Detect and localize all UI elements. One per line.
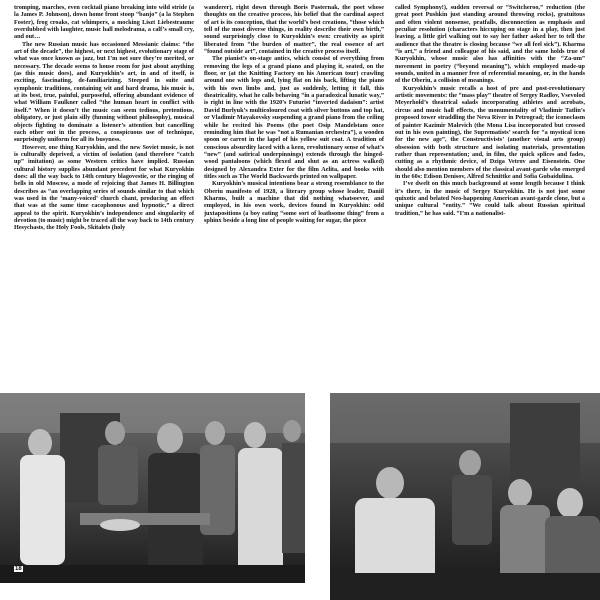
photo-image-right xyxy=(330,393,600,600)
text-column-1 xyxy=(14,4,194,232)
paragraph: Kuryokhin’s music recalls a host of pre and post-revolutionary artistic movements: the “mass play” theatre of Sergey Radlov, Vsevolod Meyerhold’s theatrical salads incorporating athletes and acrobats, circus and music hall effects, the monumentality of Vladimir Tatlin’s proposed tower straddling the Neva River in Petrograd; the iconoclasm of painter Kazimir Malevich (the Mona Lisa incorporated but crossed out in his own painting), the Suprematists’ search for “a mystical icon for the new age”, the Constructivists’ (another visual arts group) obsession with both structure and isolating materials, presentation rather than representation; and, in film, the quick splices and fades, cutting as a rhythmic device, of Dziga Vetrov and Eisenstein. One should also mention members of the classical avant-garde who emerged in the 60s: Edison Denisov, Alfred Schnittke and Sofia Gubaidulina. xyxy=(395,84,585,180)
paragraph: I’ve dwelt on this much background at some length because I think it’s there, in the music of Sergey Kuryokhin. He is not just some quixotic and belated Neo-happening American avant-garde clone, but a unique cultural “entity.” “We could talk about Russian spiritual tradition,” he has said. “I’m a nationalist- xyxy=(395,180,585,217)
paragraph: The new Russian music has occasioned Messianic claims: “the art of the decade”, the highest, or next highest, evolutionary stage of what was once known as jazz, but I’m not sure they’re merited, or necessary. The decade seems to house room for just about anything (as this music does), and Kuryokhin’s art, in and of itself, is exciting, fascinating, de-familiarizing. Steeped in suite and symphonic traditions, containing wit and hard drama, his music is, at its best, true, painful, purposeful, offering abundant evidence of what William Faulkner called “the human heart in conflict with itself.” When it doesn’t the music can seem tedious, pretentious, obligatory, or just plain silly (funning without philosophy), musical objects fighting to dominate a listener’s attention but cancelling each other out in the process, a conspicuous use of technique, surprisingly uniform for all its busyness. xyxy=(14,40,194,144)
paragraph: The pianist’s on-stage antics, which consist of everything from removing the legs of a grand piano and playing it, seated, on the floor, or (at the Knitting Factory on his American tour) crawling around one with legs and, lying flat on his back, lifting the piano with his own limbs and, just as suddenly, letting it fall, this theatricality, what he calls behaving “in a paradoxical lunatic way,” is right in line with the 1920’s Futurist “inverted dadaism”: artist David Burlyuk’s multicoloured coat with silver buttons and top hat, or Vladimir Mayakovsky suspending a grand piano from the ceiling while he recited his Poems (the poet Osip Mandelstam once reminding him that he was “not a Rumanian orchestra”), a wooden spoon or carrot in the lapel of his yellow suit coat. A tradition of conscious absurdity laced with a keen, revolutionary sense of what’s “new” (and satirical underpinnings) extends through the hinged-wood pantaloons (which flexed and shut as an actress walked) designed by Alexandra Exter for the film Aelita, and books with titles such as The World Backwards printed on wallpaper. xyxy=(204,55,384,180)
page-number: 18 xyxy=(15,566,22,572)
paragraph: However, one thing Kuryokhin, and the new Soviet music, is not is culturally deprived, a victim of isolation (and therefore “catch up” imitation) as some Western critics have implied. Russian cultural history supplies abundant precedent for what Kuryokhin does: all the way back to 14th century blagovestie, or the ringing of bells in old Moscow, a mode of rejoicing that James H. Billington describes as “an overlapping series of sounds similar to that which was used in the ‘many-voiced’ church chant, producing an effect that was at the same time cacophonous and hypnotic,” a direct appeal to the spirit. Kuryokhin’s independence and singularity of devotion (to music) might be traced all the way back to 14th century Hesychasts, the Holy Fools, Skitalets (holy xyxy=(14,143,194,232)
paragraph: tromping, marches, even cocktail piano breaking into wild stride (a la James P. Johnson), down home front stoop “banjo” (a la Stephen Foster), frog croaks, cat whimpers, a mocking Liszt Liebestraume overdubbed with laughter, music hall melodrama, a calf’s small cry, and out… xyxy=(14,4,194,41)
text-column-3 xyxy=(395,4,585,217)
photo-musicians-group-right xyxy=(330,393,600,600)
photo-musicians-group-left xyxy=(0,393,305,583)
text-column-2 xyxy=(204,4,384,224)
paragraph: wanderer), right down through Boris Pasternak, the poet whose thoughts on the creative process, his belief that the cardinal aspect of art is its conception, that the world’s best creations, “those which tell of the most diverse things, in reality describe their own birth,” sound surprisingly close to Kuryokhin’s own: creativity as spirit liberated from “the burden of matter”, the real essence of art “found outside art”, contained in the creative process itself. xyxy=(204,4,384,56)
photo-image-left xyxy=(0,393,305,583)
paragraph: Kuryokhin’s musical intentions bear a strong resemblance to the Oberiu manifesto of 1928, a literary group whose leader, Daniil Kharms, built a machine that did nothing whatsoever, and employed, in his own work, devices found in Kuryokhin: odd juxtapositions (a boy eating “some sort of loathsome thing” from a sphinx beside a long line of people waiting for sugar, the piece xyxy=(204,180,384,224)
paragraph: called Symphony!), sudden reversal or “Switcheroo,” reduction (the great poet Pushkin just standing around throwing rocks), gratuitous and often violent nonsense, pratfalls, disconnection as emphasis and peculiar resolution (characters hiccuping on stage in a play, then just leaving, a little girl walking out to say her father asked her to tell the audience that the theatre is closing because “we all feel sick”). Kharma “is art,” a friend and colleague of his said, and the same holds true of Kuryokhin, whose music also has affinities with the “Za-um” movement in poetry (“beyond meaning”), which employed made-up sounds, united in a manner free of referential meaning, or, in the hands of the Oberiu, a collision of meanings. xyxy=(395,4,585,85)
